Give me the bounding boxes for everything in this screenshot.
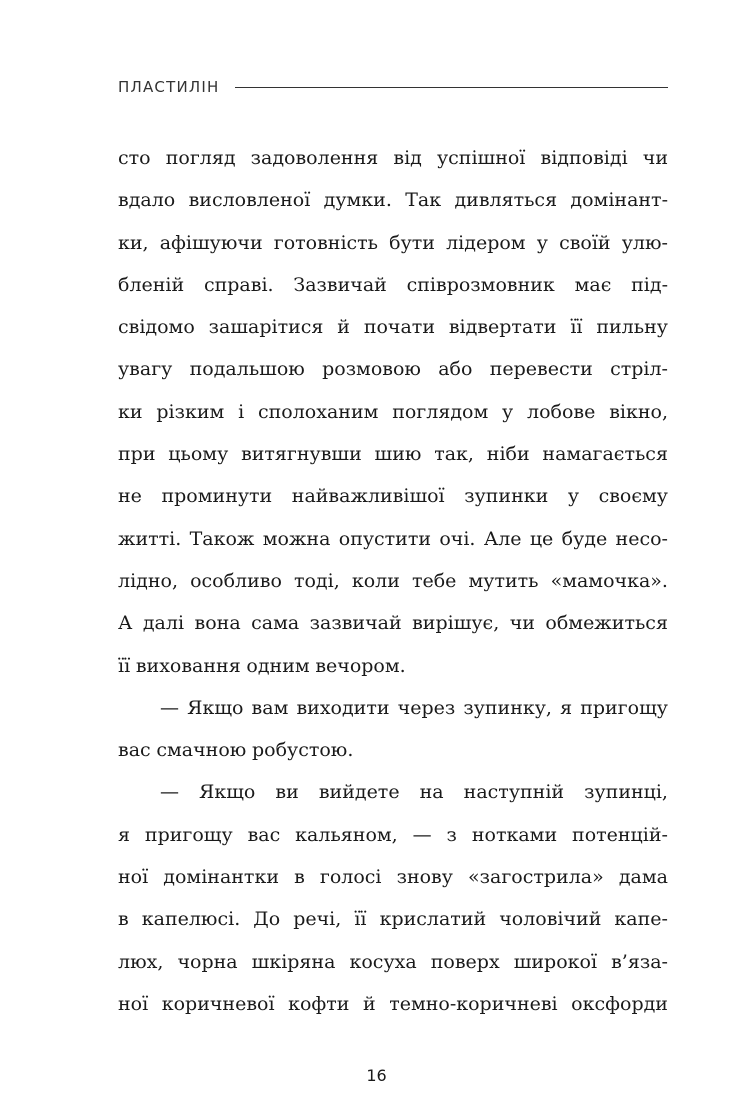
word: почати	[363, 316, 435, 339]
word: косуха	[349, 950, 417, 973]
word: поверх	[430, 950, 500, 973]
word: пригощу	[580, 696, 668, 719]
word: чорна	[177, 950, 238, 973]
word: До	[253, 908, 281, 931]
word: успішної	[436, 147, 526, 169]
word: чи	[509, 612, 535, 635]
word: «загострила»	[468, 866, 604, 889]
word: домінантки	[163, 866, 279, 889]
word: це	[529, 527, 554, 550]
text-line	[118, 941, 668, 983]
word: лобове	[527, 400, 596, 423]
word: через	[397, 696, 456, 719]
word: коричневої	[161, 992, 275, 1015]
word: вас	[247, 823, 281, 846]
word: —	[160, 781, 179, 804]
word: в	[118, 908, 129, 931]
word: бути	[389, 231, 435, 254]
text-line	[118, 645, 668, 687]
word: нотками	[471, 823, 558, 846]
word: має	[574, 273, 612, 296]
word: виходити	[296, 696, 390, 719]
word: задоволення	[250, 147, 379, 169]
word: готовність	[273, 231, 379, 254]
word: А	[118, 612, 133, 635]
word: зашарітися	[208, 316, 324, 339]
word: стріл-	[610, 358, 668, 381]
word: ки	[118, 400, 143, 423]
page-number: 16	[366, 1066, 387, 1085]
word: знову	[396, 866, 453, 889]
word: співрозмовник	[406, 273, 555, 296]
word: ви	[275, 781, 299, 804]
word: Також	[189, 527, 255, 550]
word: ки,	[118, 231, 149, 254]
word: кофти	[288, 992, 350, 1015]
word: ної	[118, 866, 149, 889]
text-line	[118, 475, 668, 517]
word: пригощу	[144, 823, 233, 846]
word: люх,	[118, 950, 164, 973]
word: своєму	[598, 485, 668, 508]
word: речі,	[293, 908, 342, 931]
word: Зазвичай	[293, 273, 387, 296]
word: Але	[483, 527, 522, 550]
word: її	[354, 908, 367, 931]
word: тебе	[411, 569, 457, 592]
text-line	[118, 687, 668, 729]
word: Так	[405, 189, 442, 212]
word: крислатий	[379, 908, 487, 931]
header-rule	[235, 87, 668, 88]
word: під-	[631, 273, 668, 296]
word: її	[570, 316, 583, 339]
word: обмежиться	[545, 612, 668, 635]
word: висловленої	[188, 189, 311, 212]
word: очі.	[439, 527, 476, 550]
word: в	[294, 866, 305, 889]
word: Якщо	[199, 781, 256, 804]
word: Якщо	[187, 696, 244, 719]
word: у	[567, 485, 580, 508]
word: ної	[118, 992, 149, 1015]
word: її	[118, 654, 131, 677]
text-line	[118, 771, 668, 813]
word: пильну	[596, 316, 668, 339]
word: голосі	[319, 866, 382, 889]
word: погляд	[165, 147, 236, 169]
word: шию	[374, 443, 422, 466]
word: вийдете	[318, 781, 400, 804]
word: або	[438, 358, 473, 381]
text-line	[118, 137, 668, 179]
word: й	[337, 316, 350, 339]
word: бленій	[118, 273, 185, 296]
word: думки.	[323, 189, 392, 212]
word: робустою.	[252, 739, 354, 762]
word: не	[118, 485, 142, 508]
word: дивляться	[454, 189, 558, 212]
word: лідером	[446, 231, 526, 254]
word: зупинки	[464, 485, 549, 508]
running-header	[118, 76, 668, 98]
word: різким	[156, 400, 225, 423]
word: наступній	[463, 781, 565, 804]
text-line	[118, 306, 668, 348]
word: з	[446, 823, 457, 846]
text-line	[118, 264, 668, 306]
word: в’яза-	[611, 950, 668, 973]
word: намагається	[542, 443, 668, 466]
word: на	[419, 781, 444, 804]
text-line	[118, 560, 668, 602]
text-line	[118, 518, 668, 560]
word: «мамочка».	[550, 569, 668, 592]
word: несо-	[615, 527, 668, 550]
text-line	[118, 179, 668, 221]
body-text	[118, 137, 668, 1025]
word: особливо	[190, 569, 282, 592]
word: домінант-	[570, 189, 668, 212]
word: можна	[262, 527, 331, 550]
word: ніби	[486, 443, 530, 466]
word: відвертати	[448, 316, 557, 339]
word: широкої	[513, 950, 598, 973]
word: потенцій-	[572, 823, 668, 846]
text-line	[118, 602, 668, 644]
word: поглядом	[392, 400, 489, 423]
word: цьому	[168, 443, 229, 466]
word: чи	[642, 147, 668, 169]
text-line	[118, 814, 668, 856]
text-line	[118, 856, 668, 898]
word: вирішує,	[412, 612, 500, 635]
text-line	[118, 222, 668, 264]
word: смачною	[156, 739, 247, 762]
word: й	[362, 992, 376, 1015]
word: капелюсі.	[141, 908, 241, 931]
word: при	[118, 443, 156, 466]
word: витягнувши	[241, 443, 362, 466]
word: одним	[246, 654, 310, 677]
word: у	[536, 231, 548, 254]
word: чоловічий	[499, 908, 602, 931]
word: тоді,	[293, 569, 340, 592]
word: —	[412, 823, 432, 846]
text-line	[118, 983, 668, 1025]
word: вона	[194, 612, 241, 635]
word: темно-коричневі	[389, 992, 558, 1015]
word: зазвичай	[309, 612, 402, 635]
word: так,	[434, 443, 474, 466]
word: кальяном,	[295, 823, 398, 846]
word: я	[560, 696, 573, 719]
text-line	[118, 898, 668, 940]
word: вікно,	[609, 400, 668, 423]
word: опустити	[338, 527, 432, 550]
word: афішуючи	[159, 231, 263, 254]
word: вас	[118, 739, 151, 762]
text-line	[118, 729, 668, 771]
word: —	[160, 696, 179, 719]
word: коли	[351, 569, 400, 592]
text-line	[118, 391, 668, 433]
word: дама	[618, 866, 668, 889]
word: далі	[142, 612, 185, 635]
word: шкіряна	[251, 950, 336, 973]
word: мутить	[468, 569, 539, 592]
word: і	[238, 400, 245, 423]
word: сто	[118, 147, 151, 169]
word: буде	[561, 527, 608, 550]
word: капе-	[614, 908, 668, 931]
word: лідно,	[118, 569, 178, 592]
word: вечором.	[315, 654, 406, 677]
word: житті.	[118, 527, 182, 550]
word: у	[502, 400, 514, 423]
word: сполоханим	[257, 400, 379, 423]
word: розмовою	[322, 358, 421, 381]
text-line	[118, 348, 668, 390]
word: виховання	[135, 654, 241, 677]
word: я	[118, 823, 130, 846]
word: відповіді	[540, 147, 628, 169]
word: оксфорди	[571, 992, 668, 1015]
word: справі.	[203, 273, 274, 296]
word: увагу	[118, 358, 173, 381]
word: свідомо	[118, 316, 195, 339]
text-line	[118, 433, 668, 475]
word: зупинку,	[463, 696, 552, 719]
word: перевести	[489, 358, 593, 381]
running-head-title: ПЛАСТИЛІН	[118, 78, 220, 96]
word: вдало	[118, 189, 176, 212]
word: вам	[251, 696, 289, 719]
word: проминути	[161, 485, 273, 508]
word: своїй	[559, 231, 611, 254]
word: улю-	[621, 231, 668, 254]
word: зупинці,	[584, 781, 668, 804]
word: від	[393, 147, 422, 169]
word: найважливішої	[291, 485, 445, 508]
word: сама	[251, 612, 300, 635]
word: подальшою	[189, 358, 305, 381]
